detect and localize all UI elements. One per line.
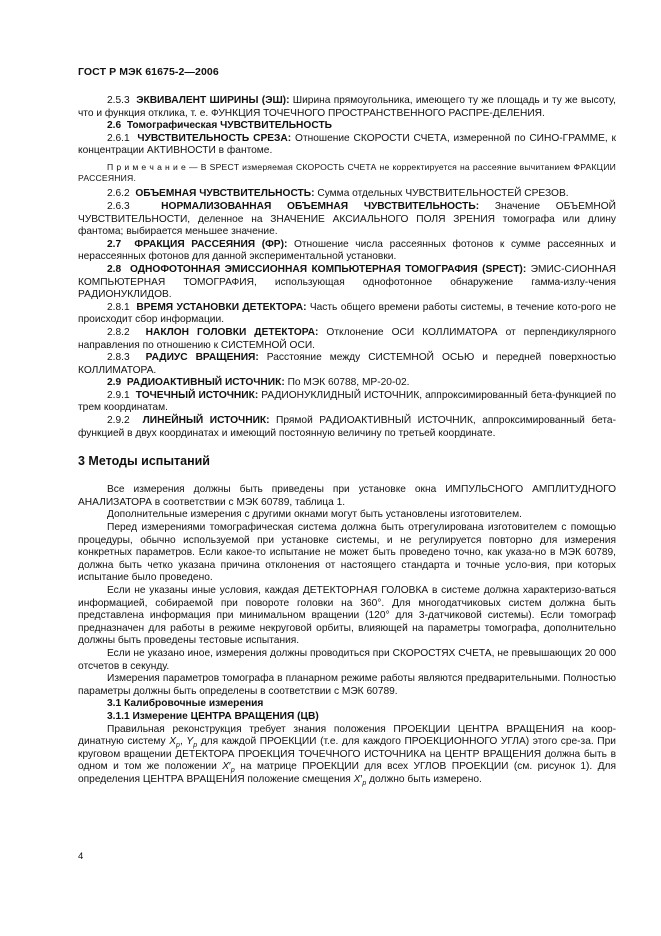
clause-2-5-3: 2.5.3 ЭКВИВАЛЕНТ ШИРИНЫ (ЭШ): Ширина прямоугольника, имеющего ту же площадь и ту же высоту, что и функция отклика, т. е. ФУНКЦИЯ ТОЧЕЧНОГО ПРОСТРАНСТВЕННОГО РАСПРЕ-ДЕЛЕНИЯ. [78, 95, 616, 119]
section-3-1-1-paragraph: Правильная реконструкция требует знания положения ПРОЕКЦИИ ЦЕНТРА ВРАЩЕНИЯ на коор-динатную систему $X_p$, $Y_p$ для каждой ПРОЕКЦИИ (т.е. для каждого ПРОЕКЦИОННОГО УГЛА) этого сре-за. При круговом вращении ДЕТЕКТОРА ПРОЕКЦИЯ ТОЧЕЧНОГО ИСТОЧНИКА на ЦЕНТР ВРАЩЕНИЯ должна быть в одном и том же положении $X'_p$ на матрице ПРОЕКЦИИ для всех УГЛОВ ПРОЕКЦИИ (см. рисунок 1). Для определения ЦЕНТРА ВРАЩЕНИЯ положение смещения $X'_p$ должно быть измерено. [78, 723, 616, 787]
clause-2-6-1: 2.6.1 ЧУВСТВИТЕЛЬНОСТЬ СРЕЗА: Отношение СКОРОСТИ СЧЕТА, измеренной по СИНО-ГРАММЕ, к концентрации АКТИВНОСТИ в фантоме. [78, 132, 616, 157]
page-content [78, 95, 616, 787]
note-2-6-1: П р и м е ч а н и е — В SPECT измеряемая СКОРОСТЬ СЧЕТА не корректируется на рассеяние вычитанием ФРАКЦИИ РАССЕЯНИЯ. [78, 161, 616, 184]
clause-2-8-1: 2.8.1 ВРЕМЯ УСТАНОВКИ ДЕТЕКТОРА: Часть общего времени работы системы, в течение кото-рого не происходит сбор информации. [78, 301, 616, 326]
clause-2-8-3: 2.8.3 РАДИУС ВРАЩЕНИЯ: Расстояние между СИСТЕМНОЙ ОСЬЮ и передней поверхностью КОЛЛИМАТОРА. [78, 352, 616, 376]
subsection-3-1-title: 3.1 Калибровочные измерения [107, 698, 264, 710]
clause-2-9-1: 2.9.1 ТОЧЕЧНЫЙ ИСТОЧНИК: РАДИОНУКЛИДНЫЙ ИСТОЧНИК, аппроксимированный бета-функцией по трем координатам. [78, 389, 616, 414]
section-3-paragraph: Все измерения должны быть приведены при установке окна ИМПУЛЬСНОГО АМПЛИТУДНОГО АНАЛИЗАТОРА в соответствии с МЭК 60789, таблица 1. [78, 484, 616, 508]
section-3-paragraph: Перед измерениями томографическая система должна быть отрегулирована изготовителем с помощью процедуры, обычно используемой при установке системы, и не регулируется повторно для измерения конкретных параметров. Если какое-то испытание не может быть проведено точно, как указа-но в МЭК 60789, должна быть четко указана причина отклонения от настоящего стандарта и точные усло-вия, при которых испытание было проведено. [78, 522, 616, 584]
section-3-paragraph: Дополнительные измерения с другими окнами могут быть установлены изготовителем. [107, 509, 522, 521]
section-3-paragraph: Если не указано иное, измерения должны проводиться при СКОРОСТЯХ СЧЕТА, не превышающих 20 000 отсчетов в секунду. [78, 647, 616, 672]
clause-2-6-2: 2.6.2 ОБЪЕМНАЯ ЧУВСТВИТЕЛЬНОСТЬ: Сумма отдельных ЧУВСТВИТЕЛЬНОСТЕЙ СРЕЗОВ. [107, 188, 569, 200]
clause-2-9-2: 2.9.2 ЛИНЕЙНЫЙ ИСТОЧНИК: Прямой РАДИОАКТИВНЫЙ ИСТОЧНИК, аппроксимированный бета-функцией в двух координатах и имеющий постоянную величину по третьей координате. [78, 415, 616, 439]
clause-2-9: 2.9 РАДИОАКТИВНЫЙ ИСТОЧНИК: По МЭК 60788, МР-20-02. [107, 377, 410, 389]
document-header: ГОСТ Р МЭК 61675-2—2006 [78, 66, 219, 78]
clause-2-6: 2.6 Томографическая ЧУВСТВИТЕЛЬНОСТЬ [107, 120, 332, 132]
clause-2-8-2: 2.8.2 НАКЛОН ГОЛОВКИ ДЕТЕКТОРА: Отклонение ОСИ КОЛЛИМАТОРА от перпендикулярного направления по отношению к СИСТЕМНОЙ ОСИ. [78, 326, 616, 351]
clause-2-6-3: 2.6.3 НОРМАЛИЗОВАННАЯ ОБЪЕМНАЯ ЧУВСТВИТЕЛЬНОСТЬ: Значение ОБЪЕМНОЙ ЧУВСТВИТЕЛЬНОСТИ, деленное на ЗНАЧЕНИЕ АКСИАЛЬНОГО ПОЛЯ ЗРЕНИЯ томографа или длину фантома; выбирается меньшее значение. [78, 200, 616, 238]
page-number: 4 [78, 851, 84, 862]
subsection-3-1-1-title: 3.1.1 Измерение ЦЕНТРА ВРАЩЕНИЯ (ЦВ) [107, 710, 319, 722]
section-3-paragraph: Измерения параметров томографа в планарном режиме работы являются предварительными. Полностью параметры должны быть определены в соответствии с МЭК 60789. [78, 673, 616, 697]
clause-2-8: 2.8 ОДНОФОТОННАЯ ЭМИССИОННАЯ КОМПЬЮТЕРНАЯ ТОМОГРАФИЯ (SPECT): ЭМИС-СИОННАЯ КОМПЬЮТЕРНАЯ ТОМОГРАФИЯ, использующая однофотонное обнаружение гамма-излу-чения РАДИОНУКЛИДОВ. [78, 263, 616, 301]
section-3-title: 3 Методы испытаний [78, 454, 210, 469]
clause-2-7: 2.7 ФРАКЦИЯ РАССЕЯНИЯ (ФР): Отношение числа рассеянных фотонов к сумме рассеянных и нерассеянных фотонов для данной экспериментальной установки. [78, 238, 616, 263]
section-3-paragraph: Если не указаны иные условия, каждая ДЕТЕКТОРНАЯ ГОЛОВКА в системе должна характеризо-ваться информацией, собираемой при повороте головки на 360°. Для многодатчиковых систем должна быть представлена информация при минимальном вращении (120° для 3-датчиковой системы). Если томограф предназначен для работы в режиме некруговой орбиты, влияющей на параметры томографа, дополнительно должны быть проведены тестовые испытания. [78, 585, 616, 647]
